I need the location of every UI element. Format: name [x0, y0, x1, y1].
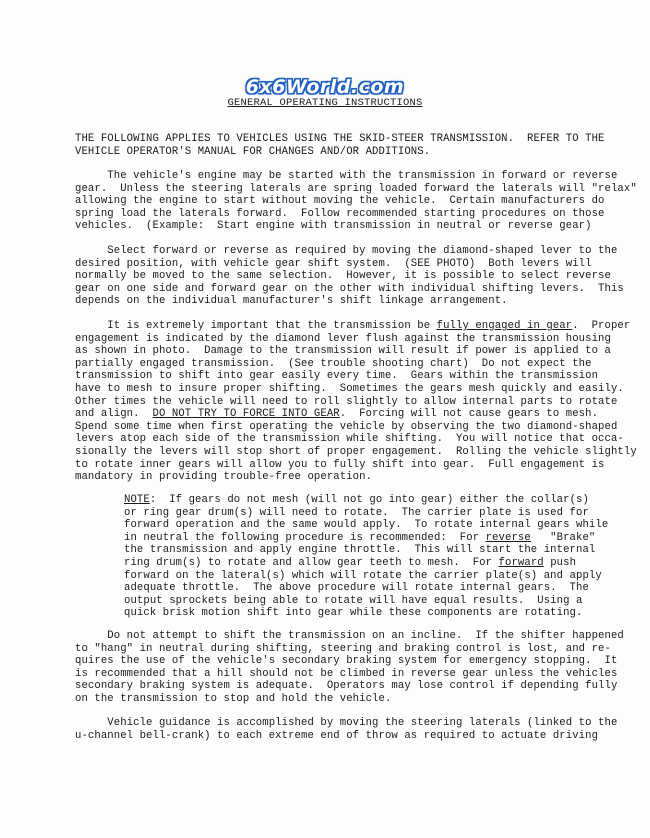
text-line: partially engaged transmission. (See trouble shooting chart) Do not expect the	[75, 357, 592, 370]
text-line: NOTE: If gears do not mesh (will not go into gear) either the collar(s)	[124, 494, 589, 506]
document-heading: GENERAL OPERATING INSTRUCTIONS	[227, 97, 423, 109]
underlined-warning: DO NOT TRY TO FORCE INTO GEAR	[152, 408, 340, 421]
text-line: spring load the laterals forward. Follow recommended starting procedures on those	[75, 207, 605, 220]
text-line: Do not attempt to shift the transmission on an incline. If the shifter happened	[75, 630, 624, 642]
text-line: output sprockets being able to rotate will have equal results. Using a	[124, 594, 583, 607]
text-line: gear on one side and forward gear on the other with individual shifting levers. This	[75, 282, 624, 295]
paragraph-engagement	[75, 320, 637, 484]
text-line: or ring gear drum(s) will need to rotate. The carrier plate is used for	[124, 506, 589, 519]
text-line: Spend some time when first operating the vehicle by observing the two diamond-shaped	[75, 420, 618, 433]
text-line: mandatory in providing trouble-free operation.	[75, 471, 373, 484]
text-line: transmission to shift into gear easily every time. Gears within the transmission	[75, 370, 599, 383]
note-block	[124, 494, 614, 620]
text-line: The vehicle's engine may be started with the transmission in forward or reverse	[75, 170, 618, 182]
text-line: allowing the engine to start without moving the vehicle. Certain manufacturers do	[75, 195, 605, 208]
watermark-logo: 6x6World.com	[245, 76, 405, 98]
note-label: NOTE	[124, 494, 150, 506]
text-line: THE FOLLOWING APPLIES TO VEHICLES USING THE SKID-STEER TRANSMISSION. REFER TO THE	[75, 133, 605, 145]
text-line: It is extremely important that the transmission be fully engaged in gear. Proper	[75, 320, 631, 332]
paragraph-engine-start	[75, 170, 637, 233]
paragraph-incline	[75, 630, 624, 706]
text-line: u-channel bell-crank) to each extreme end of throw as required to actuate driving	[75, 729, 599, 742]
paragraph-select-gear	[75, 245, 624, 308]
text-line: the transmission and apply engine throttle. This will start the internal	[124, 544, 596, 557]
text-line: desired position, with vehicle gear shift system. (SEE PHOTO) Both levers will	[75, 257, 592, 270]
text-line: on the transmission to stop and hold the vehicle.	[75, 692, 392, 705]
text-line: depends on the individual manufacturer's shift linkage arrangement.	[75, 295, 508, 308]
text-line: have to mesh to insure proper shifting. Sometimes the gears mesh quickly and easily.	[75, 382, 624, 395]
underlined-phrase: fully engaged in gear	[436, 320, 573, 332]
paragraph-guidance	[75, 717, 618, 742]
text-line: forward on the lateral(s) which will rotate the carrier plate(s) and apply	[124, 569, 602, 582]
text-line: gear. Unless the steering laterals are spring loaded forward the laterals will "relax"	[75, 182, 637, 195]
underlined-word: reverse	[485, 531, 531, 544]
text-line: sionally the levers will stop short of proper engagement. Rolling the vehicle slightly	[75, 445, 637, 458]
text-line: levers atop each side of the transmission while shifting. You will notice that occa-	[75, 433, 624, 446]
underlined-word: forward	[498, 556, 544, 569]
text-line: forward operation and the same would apply. To rotate internal gears while	[124, 519, 609, 532]
text-line: quires the use of the vehicle's secondary braking system for emergency stopping. It	[75, 655, 618, 668]
text-line: VEHICLE OPERATOR'S MANUAL FOR CHANGES AND/OR ADDITIONS.	[75, 145, 431, 158]
text-line: adequate throttle. The above procedure will rotate internal gears. The	[124, 582, 589, 595]
intro-paragraph	[75, 133, 615, 158]
text-line: to rotate inner gears will allow you to fully shift into gear. Full engagement is	[75, 458, 605, 471]
text-line: engagement is indicated by the diamond lever flush against the transmission housing	[75, 332, 611, 345]
text-line: is recommended that a hill should not be climbed in reverse gear unless the vehicles	[75, 667, 618, 680]
text-line: in neutral the following procedure is recommended: For reverse "Brake"	[124, 531, 596, 544]
text-line: quick brisk motion shift into gear while these components are rotating.	[124, 607, 583, 620]
text-line: and align. DO NOT TRY TO FORCE INTO GEAR. Forcing will not cause gears to mesh.	[75, 408, 599, 421]
text-line: Select forward or reverse as required by moving the diamond-shaped lever to the	[75, 245, 618, 257]
text-line: to "hang" in neutral during shifting, steering and braking control is lost, and re-	[75, 642, 611, 655]
text-line: vehicles. (Example: Start engine with transmission in neutral or reverse gear)	[75, 220, 592, 233]
text-line: secondary braking system is adequate. Operators may lose control if depending fully	[75, 680, 618, 693]
text-line: normally be moved to the same selection. However, it is possible to select reverse	[75, 270, 611, 283]
text-line: Vehicle guidance is accomplished by moving the steering laterals (linked to the	[75, 717, 618, 729]
text-line: ring drum(s) to rotate and allow gear teeth to mesh. For forward push	[124, 556, 577, 569]
text-line: as shown in photo. Damage to the transmission will result if power is applied to a	[75, 345, 611, 358]
text-line: Other times the vehicle will need to roll slightly to allow internal parts to rotate	[75, 395, 618, 408]
